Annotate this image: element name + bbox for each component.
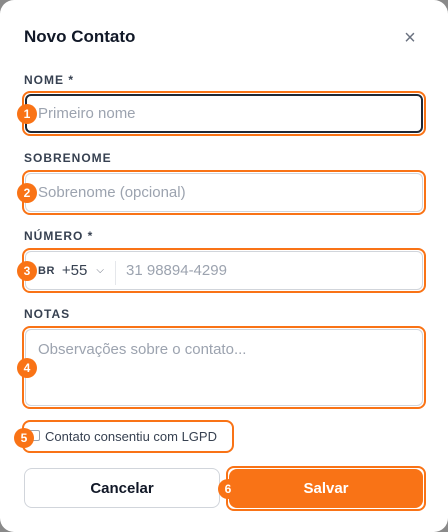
step-badge-2: 2: [17, 183, 37, 203]
notes-label: NOTAS: [24, 307, 71, 321]
step-badge-1: 1: [17, 104, 37, 124]
dial-code: +55: [61, 262, 88, 279]
chevron-down-icon: ⌵: [96, 265, 104, 276]
notes-field[interactable]: [25, 329, 423, 406]
first-name-label: NOME *: [24, 73, 75, 87]
country-flag: BR: [38, 264, 55, 277]
step-badge-3: 3: [17, 261, 37, 281]
first-name-input[interactable]: [27, 96, 421, 131]
step-badge-6: 6: [218, 479, 238, 499]
cancel-button[interactable]: Cancelar: [24, 468, 220, 508]
country-code-select[interactable]: [38, 252, 104, 289]
consent-label[interactable]: Contato consentiu com LGPD: [45, 429, 217, 444]
phone-label: NÚMERO *: [24, 229, 94, 243]
modal-title: Novo Contato: [24, 27, 136, 46]
last-name-field[interactable]: [25, 173, 423, 212]
first-name-field[interactable]: [25, 94, 423, 133]
phone-input[interactable]: [126, 252, 416, 289]
last-name-label: SOBRENOME: [24, 151, 112, 165]
step-badge-4: 4: [17, 358, 37, 378]
phone-divider: [115, 261, 116, 285]
notes-textarea[interactable]: [26, 330, 422, 405]
close-icon[interactable]: ×: [404, 27, 416, 49]
phone-field[interactable]: [25, 251, 423, 290]
step-badge-5: 5: [14, 428, 34, 448]
save-button[interactable]: Salvar: [229, 469, 423, 508]
last-name-input[interactable]: [26, 174, 422, 211]
